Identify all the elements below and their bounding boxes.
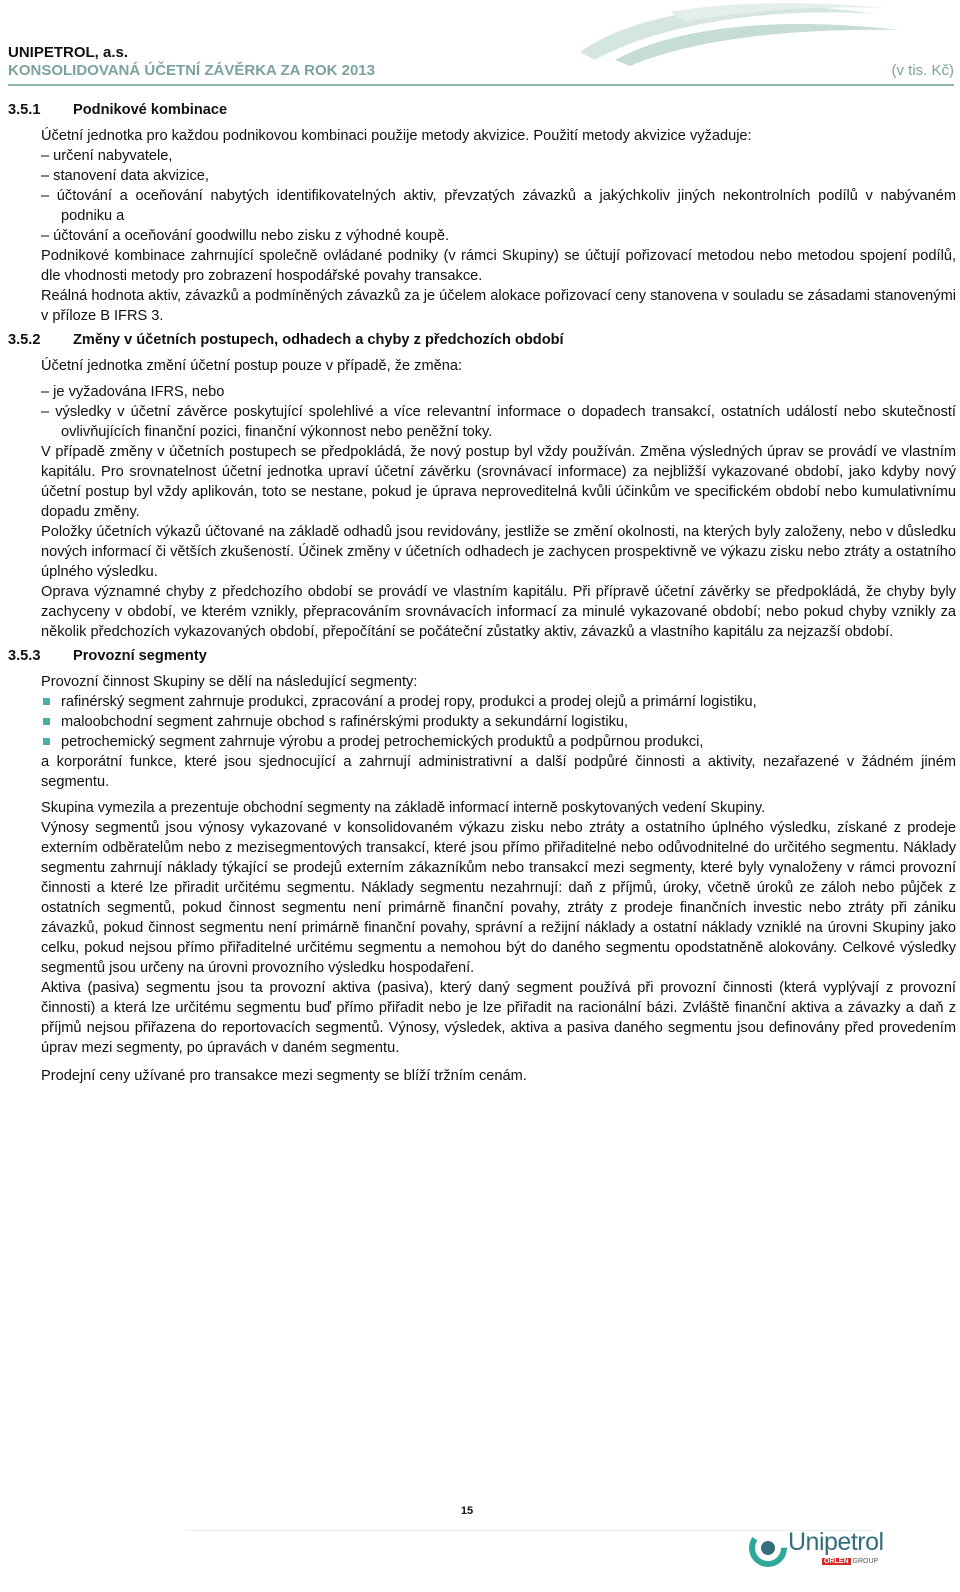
list-item: – účtování a oceňování nabytých identifikovatelných aktiv, převzatých závazků a jakýchkoliv jiných nekontrolních podílů v nabývaném podniku a xyxy=(41,188,956,224)
paragraph: Položky účetních výkazů účtované na základě odhadů jsou revidovány, jestliže se změní okolnosti, na kterých byly založeny, nebo v důsledku nových informací či větších zkušeností. Účinek změny v účetních odhadech je zachycen prospektivně ve výkazu zisku nebo ztráty a ostatního úplného výsledku. xyxy=(41,524,956,580)
list-item: – výsledky v účetní závěrce poskytující spolehlivé a více relevantní informace o dopadech transakcí, ostatních událostí nebo skutečností ovlivňujících finanční pozici, finanční výkonnost nebo peněžní toky. xyxy=(41,404,956,440)
company-name: UNIPETROL, a.s. xyxy=(8,44,129,61)
paragraph: Podnikové kombinace zahrnující společně ovládané podniky (v rámci Skupiny) se účtují pořizovací metodou nebo metodou spojení podílů, dle vhodnosti metody pro zobrazení hospodářské povahy transakce. xyxy=(41,248,956,284)
logo-group-label: ORLEN GROUP xyxy=(824,1558,879,1565)
list-item: – určení nabyvatele, xyxy=(41,148,173,164)
section-heading-3-5-2 xyxy=(8,330,956,352)
section-number: 3.5.1 xyxy=(8,102,41,118)
paragraph: Skupina vymezila a prezentuje obchodní segmenty na základě informací interně poskytovaných vedení Skupiny. xyxy=(41,800,766,816)
list-item: – stanovení data akvizice, xyxy=(41,168,209,184)
paragraph: Oprava významné chyby z předchozího období se provádí ve vlastním kapitálu. Při přípravě účetní závěrky se předpokládá, že chyby byly zachyceny v období, ve kterém vznikly, přepracováním srovnávacích informací za minulé vykazované období; nebo pokud chyby vznikly za několik předchozích vykazovaných období, přepočítání se počáteční zůstatky aktiv, závazků a vlastního kapitálu za nejzazší období. xyxy=(41,584,956,640)
section-title: Podnikové kombinace xyxy=(73,102,228,118)
bullet-item: maloobchodní segment zahrnuje obchod s rafinérskými produkty a sekundární logistiku, xyxy=(41,712,956,732)
section-title: Provozní segmenty xyxy=(73,648,207,664)
paragraph: Provozní činnost Skupiny se dělí na následující segmenty: xyxy=(41,674,418,690)
document-body xyxy=(8,100,956,1086)
section-title: Změny v účetních postupech, odhadech a chyby z předchozích období xyxy=(73,332,564,348)
paragraph: V případě změny v účetních postupech se předpokládá, že nový postup byl vždy používán. Změna výsledných úprav se provádí ve vlastním kapitálu. Pro srovnatelnost účetní jednotka upraví účetní závěrku (srovnávací informace) za nejbližší vykazované období, jako kdyby nový účetní postup byl vždy aplikován, toto se nestane, pokud je úprava neproveditelná kvůli účinkům ve specifickém období nebo kumulativnímu dopadu změny. xyxy=(41,444,956,520)
square-bullet-icon xyxy=(43,738,50,745)
paragraph: Účetní jednotka pro každou podnikovou kombinaci použije metody akvizice. Použití metody akvizice vyžaduje: xyxy=(41,128,752,144)
paragraph: Výnosy segmentů jsou výnosy vykazované v konsolidovaném výkazu zisku nebo ztráty a ostatního úplného výsledku, získané z prodeje externím odběratelům nebo z mezisegmentových transakcí, které jsou přímo přiřaditelné nebo odůvodnitelné do určitého segmentu. Náklady segmentu zahrnují náklady týkající se prodejů externím zákazníkům nebo transakcí mezi segmenty, které byly vynaloženy v rámci provozní činnosti a které lze přiradit určitému segmentu. Náklady segmentu nezahrnují: daň z příjmů, úroky, včetně úroků ze záloh nebo půjček z ostatních segmentů, pokud činnost segmentu není primárně finanční povahy, ztráty z prodeje finančních investic nebo ztráty při zániku závazků, pokud činnost segmentu není primárně finanční povahy, správní a režijní náklady a ostatní náklady vzniklé na úrovni Skupiny jako celku, pokud nejsou přímo přiřaditelné určitému segmentu a nemohou být do daného segmentu opodstatněně alokovány. Celkové výsledky segmentů jsou určeny na úrovni provozního výsledku hospodaření. xyxy=(41,820,956,976)
bullet-item: petrochemický segment zahrnuje výrobu a prodej petrochemických produktů a podpůrnou produkci, xyxy=(41,732,956,752)
logo-wordmark: Unipetrol xyxy=(788,1528,884,1556)
square-bullet-icon xyxy=(43,698,50,705)
section-number: 3.5.3 xyxy=(8,648,41,664)
paragraph: Účetní jednotka změní účetní postup pouze v případě, že změna: xyxy=(41,358,463,374)
bullet-item: rafinérský segment zahrnuje produkci, zpracování a prodej ropy, produkci a prodej olejů a primární logistiku, xyxy=(41,692,956,712)
paragraph: a korporátní funkce, které jsou sjednocující a zahrnují administrativní a další podpůré činnosti a aktivity, nezařazené v žádném jiném segmentu. xyxy=(41,754,956,790)
report-title: KONSOLIDOVANÁ ÚČETNÍ ZÁVĚRKA ZA ROK 2013 xyxy=(8,62,375,79)
header-divider xyxy=(8,84,954,86)
unipetrol-logo xyxy=(748,1524,884,1584)
paragraph: Aktiva (pasiva) segmentu jsou ta provozní aktiva (pasiva), který daný segment používá při provozní činnosti (která vyplývají z provozní činnosti) a která lze určitému segmentu buď přímo přiřadit nebo je lze přiřadit na racionální bázi. Zvláště finanční aktiva a závazky a daň z příjmů nejsou přiřazena do reportovacích segmentů. Výnosy, výsledek, aktiva a pasiva daného segmentu jsou definovány před provedením úprav mezi segmenty, po úpravách v daném segmentu. xyxy=(41,980,956,1056)
paragraph: Prodejní ceny užívané pro transakce mezi segmenty se blíží tržním cenám. xyxy=(41,1068,527,1084)
list-item: – účtování a oceňování goodwillu nebo zisku z výhodné koupě. xyxy=(41,228,450,244)
page-header xyxy=(8,44,954,80)
section-number: 3.5.2 xyxy=(8,332,41,348)
list-item: – je vyžadována IFRS, nebo xyxy=(41,384,225,400)
logo-mark-icon xyxy=(748,1526,788,1570)
page-number: 15 xyxy=(460,1505,474,1517)
section-heading-3-5-1 xyxy=(8,100,956,122)
square-bullet-icon xyxy=(43,718,50,725)
units-label: (v tis. Kč) xyxy=(891,62,954,79)
paragraph: Reálná hodnota aktiv, závazků a podmíněných závazků za je účelem alokace pořizovací ceny stanovena v souladu se zásadami stanovenými v příloze B IFRS 3. xyxy=(41,288,956,324)
section-heading-3-5-3 xyxy=(8,646,956,668)
